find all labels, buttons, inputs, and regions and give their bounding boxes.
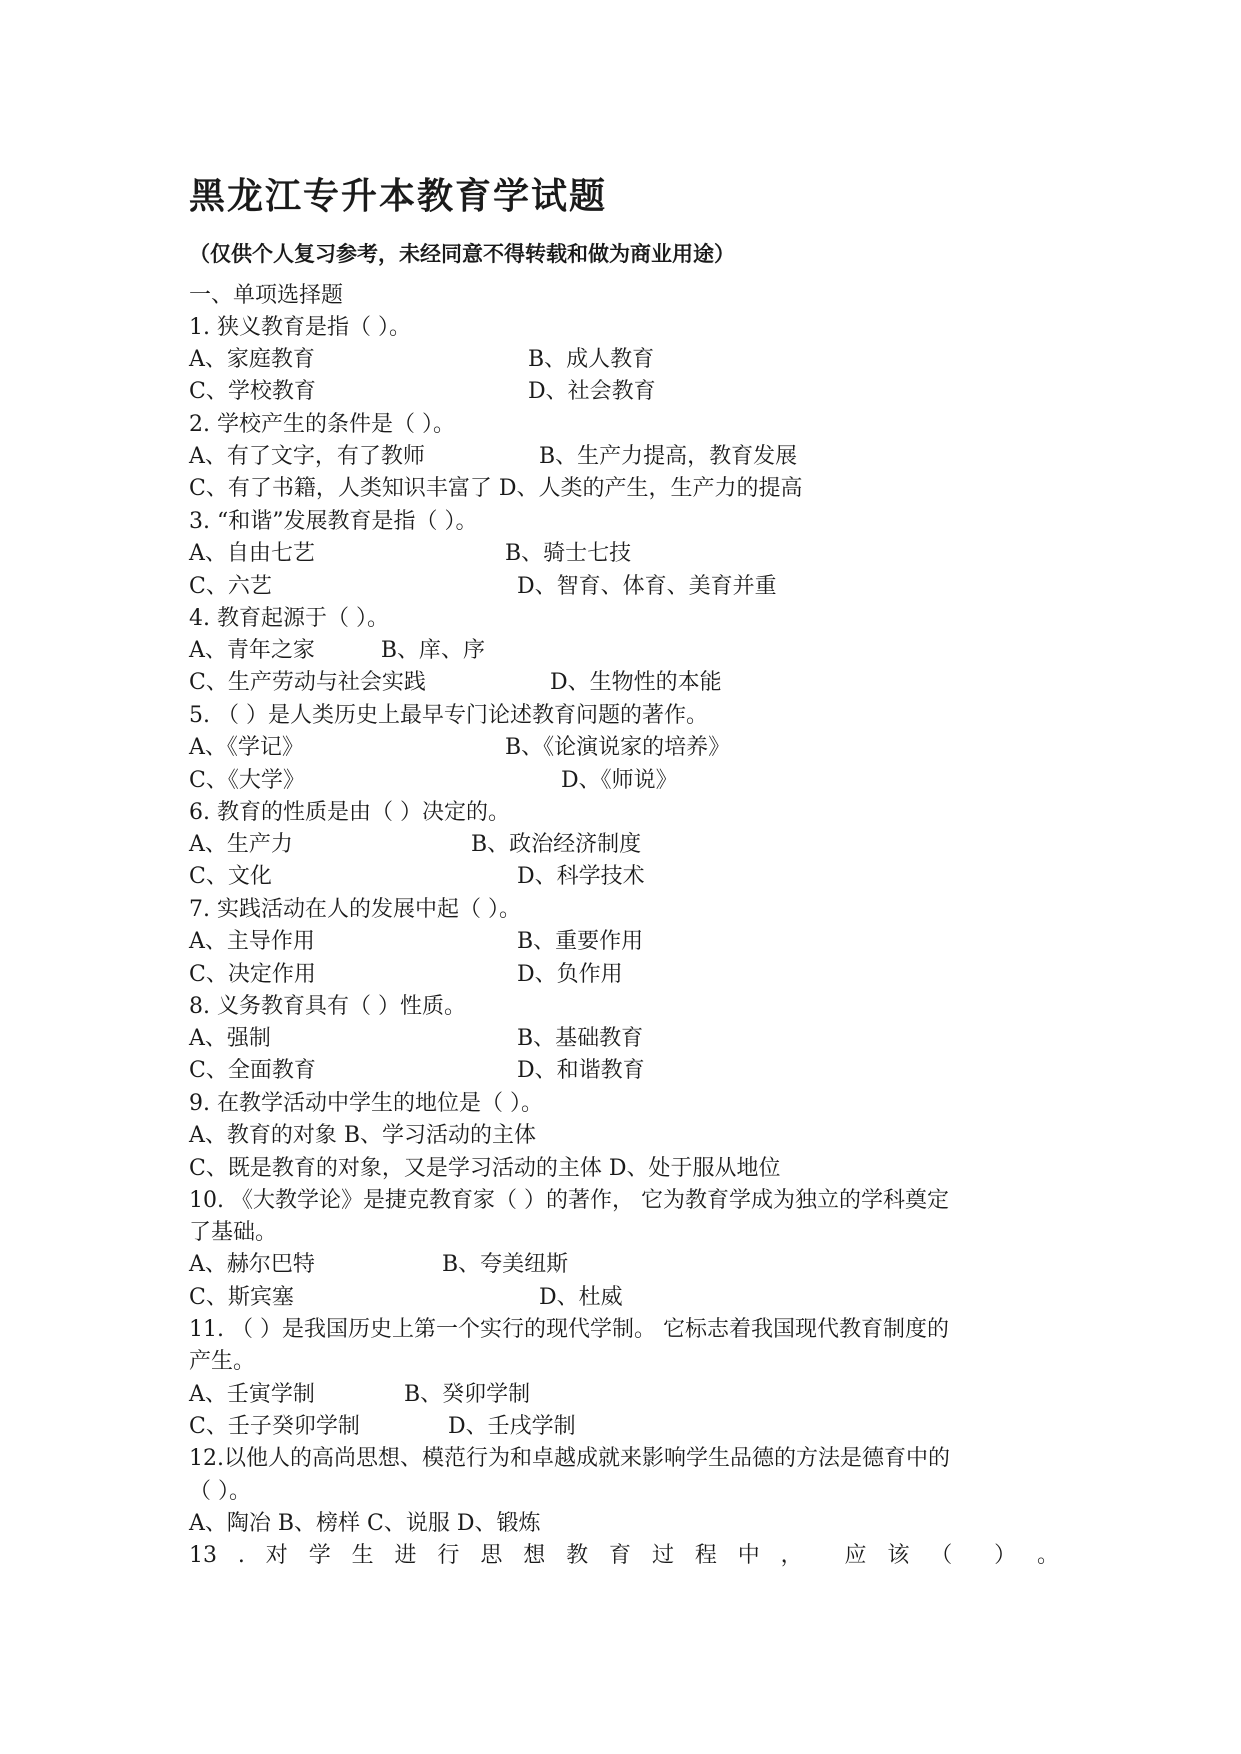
option-a: A、家庭教育 bbox=[189, 347, 315, 372]
question-9-options-ab: A、教育的对象 B、学习活动的主体 bbox=[189, 1123, 537, 1148]
option-b: B、成人教育 bbox=[528, 347, 655, 372]
question-10-options-ab bbox=[189, 1250, 569, 1280]
question-10-continued: 了基础。 bbox=[189, 1220, 278, 1245]
option-a: A、《学记》 bbox=[189, 735, 304, 760]
question-12: 12.以他人的高尚思想、模范行为和卓越成就来影响学生品德的方法是德育中的 bbox=[189, 1446, 950, 1471]
question-7-options-ab bbox=[189, 927, 644, 957]
question-12-options: A、陶冶 B、榜样 C、说服 D、锻炼 bbox=[189, 1511, 541, 1536]
question-6: 6. 教育的性质是由（ ）决定的。 bbox=[189, 800, 510, 825]
option-a: A、自由七艺 bbox=[189, 541, 315, 566]
question-5-options-ab bbox=[189, 733, 731, 763]
question-11-continued: 产生。 bbox=[189, 1349, 256, 1374]
question-1-options-ab bbox=[189, 345, 655, 375]
question-1-options-cd bbox=[189, 377, 656, 407]
option-d: D、和谐教育 bbox=[517, 1058, 645, 1083]
question-10-options-cd bbox=[189, 1283, 623, 1313]
option-b: B、生产力提高，教育发展 bbox=[539, 444, 798, 469]
option-b: B、政治经济制度 bbox=[471, 832, 642, 857]
option-a: A、强制 bbox=[189, 1026, 271, 1051]
option-b: B、《论演说家的培养》 bbox=[505, 735, 731, 760]
question-4: 4. 教育起源于（ ）。 bbox=[189, 606, 389, 631]
question-7-options-cd bbox=[189, 960, 623, 990]
question-2-options-cd: C、有了书籍，人类知识丰富了 D、人类的产生，生产力的提高 bbox=[189, 476, 803, 501]
question-11-options-ab bbox=[189, 1380, 531, 1410]
question-8-options-ab bbox=[189, 1024, 644, 1054]
question-2-options-ab bbox=[189, 442, 798, 472]
option-c: C、生产劳动与社会实践 bbox=[189, 670, 426, 695]
option-b: B、骑士七技 bbox=[505, 541, 632, 566]
question-12-continued: （ ）。 bbox=[189, 1479, 251, 1504]
option-d: D、负作用 bbox=[517, 962, 623, 987]
question-7: 7. 实践活动在人的发展中起（ ）。 bbox=[189, 897, 521, 922]
question-3-options-ab bbox=[189, 539, 632, 569]
option-c: C、全面教育 bbox=[189, 1058, 316, 1083]
option-b: B、癸卯学制 bbox=[404, 1382, 531, 1407]
question-2: 2. 学校产生的条件是（ ）。 bbox=[189, 412, 455, 437]
question-9-options-cd: C、既是教育的对象，又是学习活动的主体 D、处于服从地位 bbox=[189, 1156, 781, 1181]
question-6-options-ab bbox=[189, 830, 642, 860]
question-6-options-cd bbox=[189, 862, 645, 892]
option-d: D、杜威 bbox=[539, 1285, 623, 1310]
question-5: 5. （ ）是人类历史上最早专门论述教育问题的著作。 bbox=[189, 703, 708, 728]
question-10: 10. 《大教学论》是捷克教育家（ ）的著作， 它为教育学成为独立的学科奠定 bbox=[189, 1188, 949, 1213]
option-c: C、决定作用 bbox=[189, 962, 316, 987]
page-subtitle: （仅供个人复习参考，未经同意不得转载和做为商业用途） bbox=[189, 242, 735, 266]
option-d: D、壬戌学制 bbox=[448, 1414, 576, 1439]
option-c: C、文化 bbox=[189, 864, 272, 889]
question-9: 9. 在教学活动中学生的地位是（ ）。 bbox=[189, 1091, 543, 1116]
option-d: D、《师说》 bbox=[561, 768, 678, 793]
question-8: 8. 义务教育具有（ ）性质。 bbox=[189, 994, 466, 1019]
question-13: 13 . 对 学 生 进 行 思 想 教 育 过 程 中 ， 应 该 （ ） 。 bbox=[189, 1543, 1059, 1568]
option-c: C、斯宾塞 bbox=[189, 1285, 294, 1310]
question-8-options-cd bbox=[189, 1056, 645, 1086]
option-a: A、有了文字，有了教师 bbox=[189, 444, 425, 469]
option-a: A、生产力 bbox=[189, 832, 293, 857]
question-1: 1. 狭义教育是指（ ）。 bbox=[189, 315, 411, 340]
question-4-options-ab: A、青年之家 B、庠、序 bbox=[189, 638, 486, 663]
option-d: D、科学技术 bbox=[517, 864, 645, 889]
option-a: A、壬寅学制 bbox=[189, 1382, 315, 1407]
option-d: D、智育、体育、美育并重 bbox=[517, 574, 777, 599]
question-11-options-cd bbox=[189, 1412, 576, 1442]
option-b: B、夸美纽斯 bbox=[442, 1252, 569, 1277]
option-b: B、基础教育 bbox=[517, 1026, 644, 1051]
option-c: C、六艺 bbox=[189, 574, 272, 599]
question-4-options-cd bbox=[189, 668, 722, 698]
question-5-options-cd bbox=[189, 766, 678, 796]
option-c: C、《大学》 bbox=[189, 768, 305, 793]
option-d: D、生物性的本能 bbox=[550, 670, 722, 695]
option-a: A、赫尔巴特 bbox=[189, 1252, 315, 1277]
page-title: 黑龙江专升本教育学试题 bbox=[189, 176, 608, 217]
question-3-options-cd bbox=[189, 572, 777, 602]
option-b: B、重要作用 bbox=[517, 929, 644, 954]
option-c: C、壬子癸卯学制 bbox=[189, 1414, 360, 1439]
question-3: 3. “和谐”发展教育是指（ ）。 bbox=[189, 509, 478, 534]
section-heading: 一、单项选择题 bbox=[189, 283, 344, 308]
option-a: A、主导作用 bbox=[189, 929, 315, 954]
option-c: C、学校教育 bbox=[189, 379, 316, 404]
option-d: D、社会教育 bbox=[528, 379, 656, 404]
question-11: 11. （ ）是我国历史上第一个实行的现代学制。 它标志着我国现代教育制度的 bbox=[189, 1317, 949, 1342]
